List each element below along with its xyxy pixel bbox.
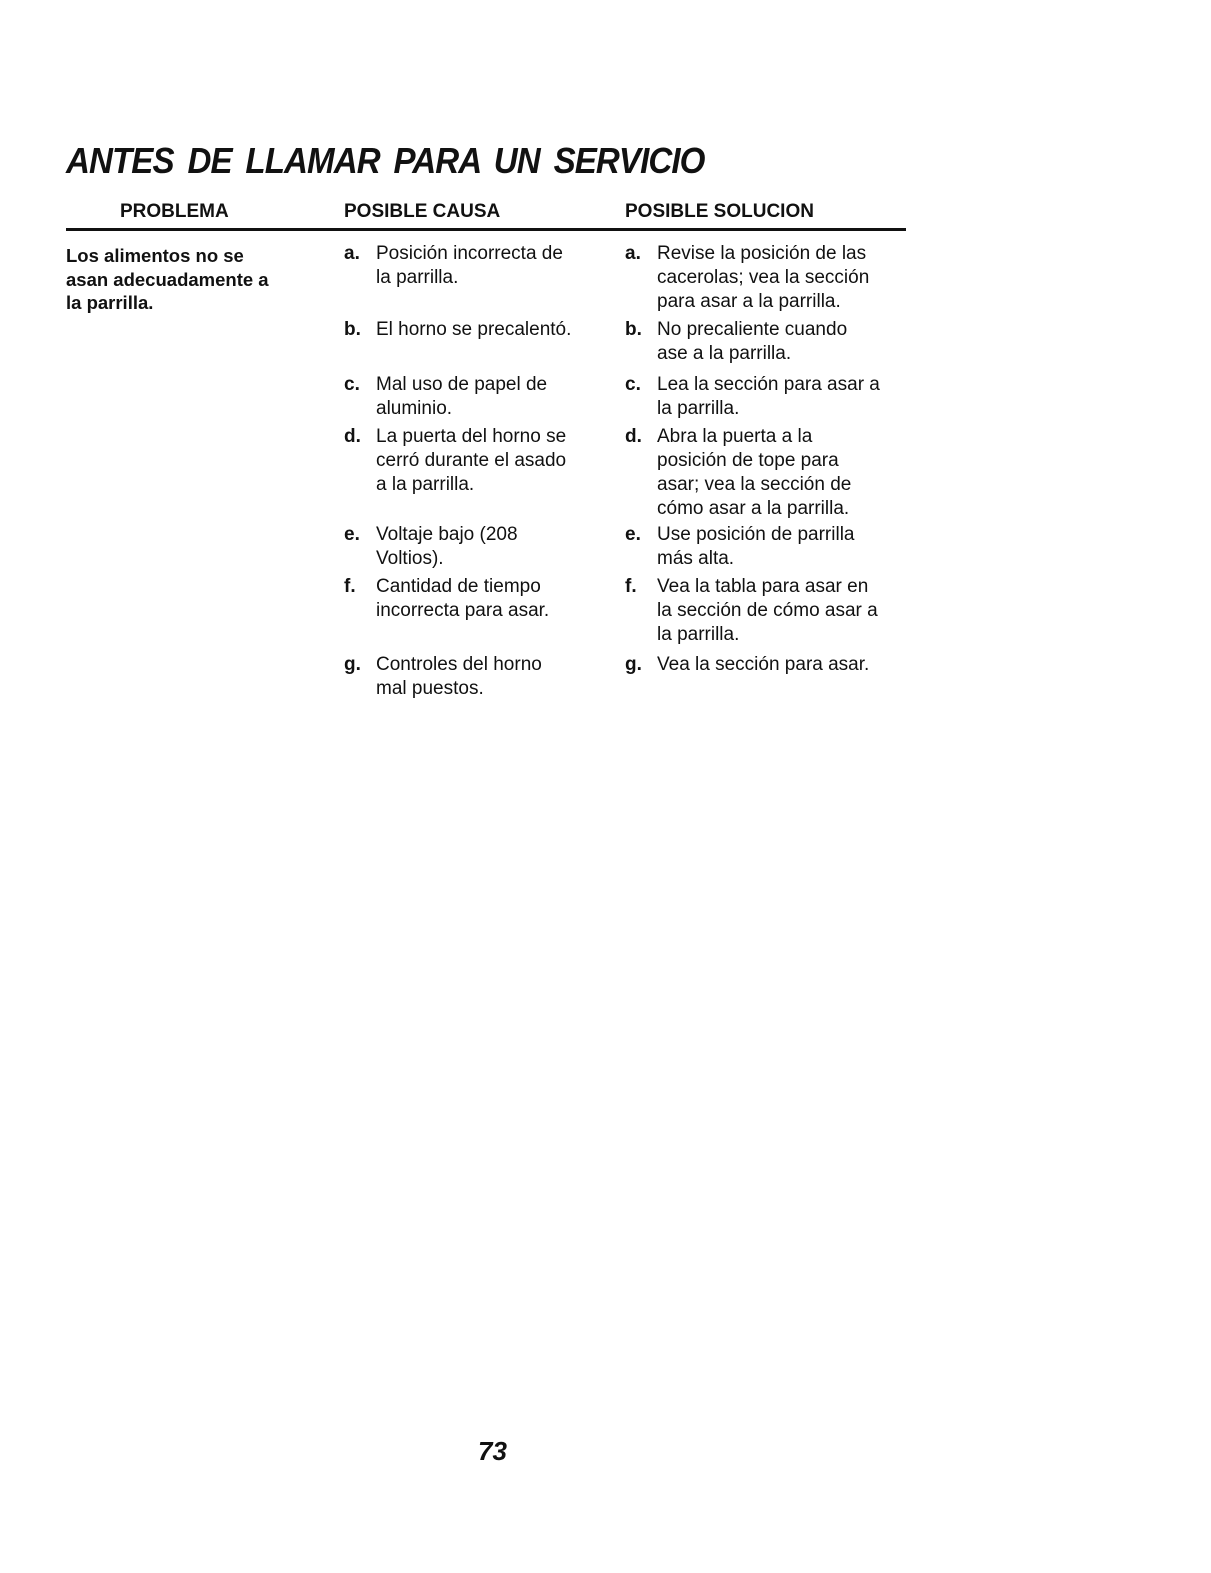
cause-text: Cantidad de tiempo incorrecta para asar. — [376, 576, 550, 621]
solution-item-a — [625, 242, 915, 314]
solution-text: Vea la tabla para asar en la sección de cómo asar a la parrilla. — [657, 576, 878, 645]
solution-item-e — [625, 523, 915, 571]
header-rule — [66, 228, 906, 231]
cause-item-d — [344, 425, 614, 497]
cause-letter: c. — [344, 374, 360, 395]
cause-text: El horno se precalentó. — [376, 319, 572, 340]
cause-item-g — [344, 653, 614, 701]
solution-item-c — [625, 373, 915, 421]
cause-item-b — [344, 318, 614, 342]
cause-letter: d. — [344, 426, 361, 447]
solution-text: Abra la puerta a la posición de tope para asar; vea la sección de cómo asar a la parrilla. — [657, 426, 852, 519]
column-header-solucion: POSIBLE SOLUCION — [625, 201, 814, 222]
cause-letter: b. — [344, 319, 361, 340]
cause-text: Voltaje bajo (208 Voltios). — [376, 524, 518, 569]
solution-item-f — [625, 575, 915, 647]
column-header-causa: POSIBLE CAUSA — [344, 201, 501, 222]
cause-letter: g. — [344, 654, 361, 675]
solution-item-d — [625, 425, 915, 521]
cause-item-e — [344, 523, 614, 571]
solution-item-b — [625, 318, 915, 366]
cause-letter: a. — [344, 243, 360, 264]
cause-item-f — [344, 575, 614, 623]
cause-item-a — [344, 242, 614, 290]
solution-letter: c. — [625, 374, 641, 395]
column-header-problema: PROBLEMA — [120, 201, 229, 222]
cause-text: La puerta del horno se cerró durante el asado a la parrilla. — [376, 426, 567, 495]
solution-letter: d. — [625, 426, 642, 447]
solution-text: Vea la sección para asar. — [657, 654, 870, 675]
cause-item-c — [344, 373, 614, 421]
cause-letter: e. — [344, 524, 360, 545]
solution-item-g — [625, 653, 915, 677]
cause-letter: f. — [344, 576, 356, 597]
page-title: ANTES DE LLAMAR PARA UN SERVICIO — [66, 140, 705, 181]
cause-text: Mal uso de papel de aluminio. — [376, 374, 548, 419]
solution-text: No precaliente cuando ase a la parrilla. — [657, 319, 848, 364]
solution-letter: g. — [625, 654, 642, 675]
solution-text: Lea la sección para asar a la parrilla. — [657, 374, 880, 419]
solution-letter: e. — [625, 524, 641, 545]
page-number: 73 — [478, 1436, 507, 1466]
solution-letter: b. — [625, 319, 642, 340]
problem-description: Los alimentos no se asan adecuadamente a la parrilla. — [66, 245, 269, 313]
cause-text: Posición incorrecta de la parrilla. — [376, 243, 563, 288]
solution-letter: a. — [625, 243, 641, 264]
cause-text: Controles del horno mal puestos. — [376, 654, 542, 699]
solution-text: Use posición de parrilla más alta. — [657, 524, 855, 569]
solution-letter: f. — [625, 576, 637, 597]
solution-text: Revise la posición de las cacerolas; vea la sección para asar a la parrilla. — [657, 243, 870, 312]
